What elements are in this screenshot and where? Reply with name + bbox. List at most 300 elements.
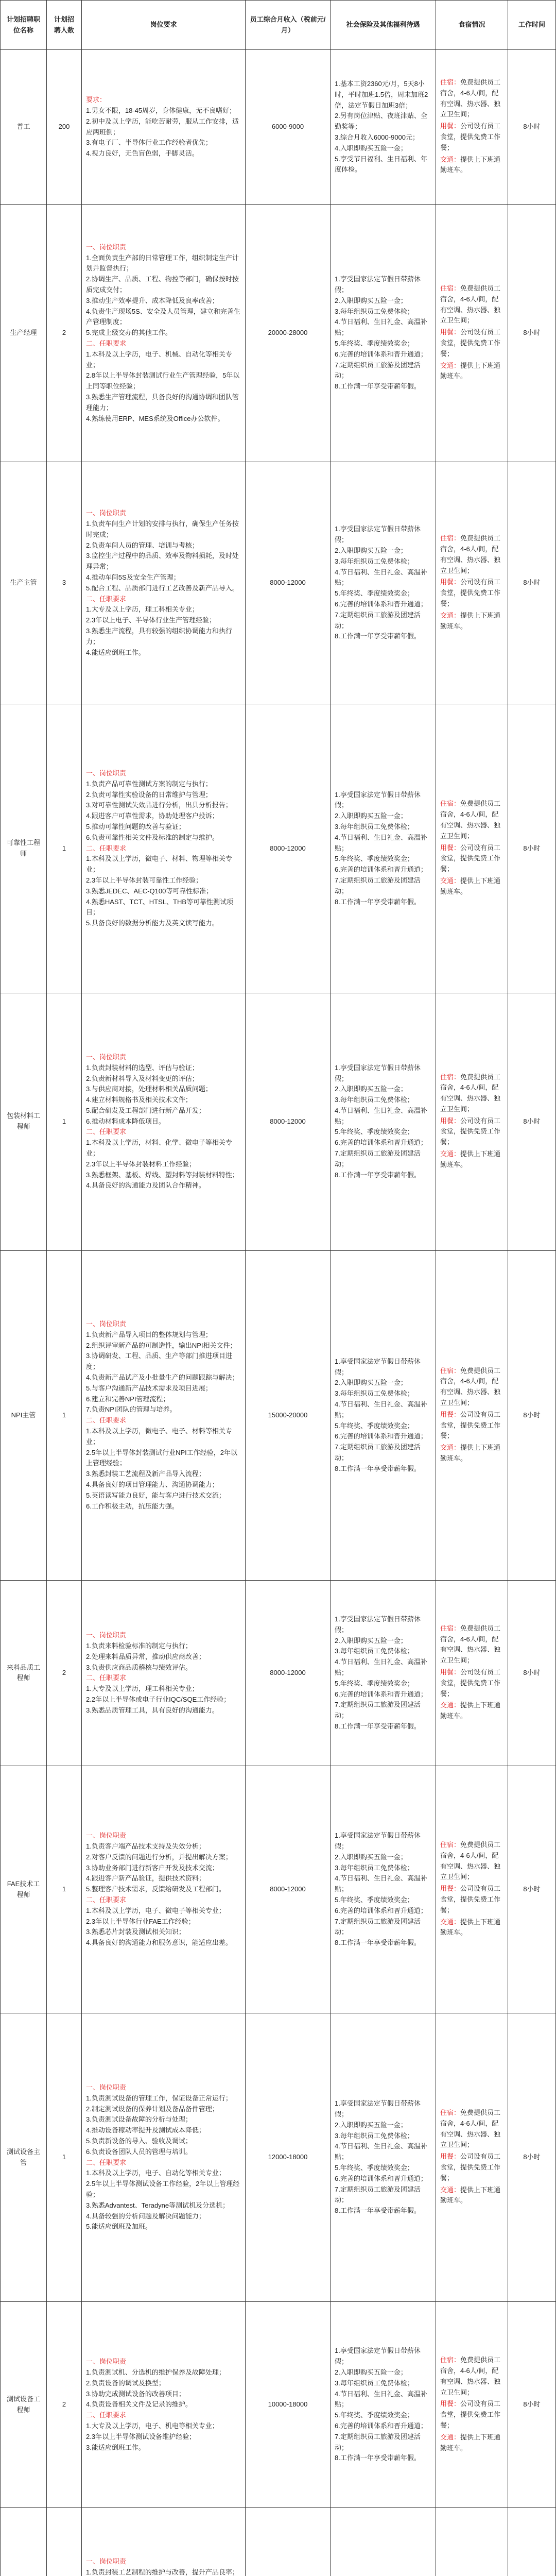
accommodation-cell [436,993,508,1250]
benefit-item: 7.定期组织员工旅游及团建活动； [335,876,421,895]
requirement-item: 6.建立和完善NPI管理流程； [86,1395,170,1403]
benefit-item: 5.享受节日福利、生日福利、年度体检。 [335,155,427,174]
benefit-item: 7.定期组织员工旅游及团建活动； [335,1443,421,1462]
requirement-item: 6.负责可靠性相关文件及标准的制定与维护。 [86,833,219,841]
accommodation-item [440,799,503,841]
table-body [1,50,556,2576]
accommodation-label: 用餐： [440,1410,461,1418]
accommodation-label: 住宿： [440,78,461,86]
work-hours-cell: 8小时 [508,993,556,1250]
benefits-cell [331,1766,436,2013]
accommodation-item [440,1443,503,1464]
benefit-item: 5.年终奖、季度绩效奖金； [335,855,414,863]
accommodation-item [440,2399,503,2431]
accommodation-text: 公司设有员工食堂，提供免费工作餐； [440,2153,501,2182]
requirement-item: 1.负责车间生产计划的安排与执行，确保生产任务按时完成； [86,520,239,538]
accommodation-label: 住宿： [440,1624,461,1632]
accommodation-item [440,1917,503,1939]
benefit-item: 3.每年组织员工免费体检； [335,1389,414,1398]
work-hours-cell: 8小时 [508,50,556,205]
requirement-item: 1.负责封装工艺制程的维护与改善，提升产品良率； [86,2568,239,2576]
requirement-item: 3.熟悉JEDEC、AEC-Q100等可靠性标准； [86,887,213,895]
requirement-item: 1.本科及以上学历，电子、自动化等相关专业； [86,2169,225,2177]
requirement-item: 4.熟悉HAST、TCT、HTSL、THB等可靠性测试项目； [86,897,234,917]
work-hours-cell: 8小时 [508,2013,556,2302]
accommodation-text: 公司设有员工食堂，提供免费工作餐； [440,578,501,607]
headcount-cell: 2 [47,1580,82,1766]
benefit-item: 5.年终奖、季度绩效奖金； [335,2164,414,2172]
salary-cell: 15000-20000 [246,1250,331,1580]
requirement-item: 6.负责设备团队人员的管理与培训。 [86,2147,192,2156]
requirement-item: 1.本科及以上学历，微电子、电子、材料等相关专业； [86,1427,232,1446]
header-accommodation: 食宿情况 [436,1,508,50]
accommodation-text: 提供上下班通勤班车。 [440,1918,501,1937]
section-title: 二、任职要求 [86,2411,127,2419]
requirement-item: 5.推动可靠性问题的改善与验证； [86,822,185,831]
accommodation-label: 住宿： [440,1366,461,1375]
requirement-item: 1.大专及以上学历，理工科相关专业； [86,605,199,614]
section-title: 一、岗位职责 [86,2358,127,2366]
accommodation-label: 用餐： [440,2400,461,2408]
accommodation-item [440,2108,503,2150]
requirement-item: 1.负责来料检验标准的制定与执行； [86,1642,192,1650]
headcount-cell: 2 [47,205,82,462]
accommodation-text: 提供上下班通勤班车。 [440,155,501,174]
requirement-item: 3.对可靠性测试失效品进行分析，出具分析报告； [86,801,232,809]
benefit-item: 2.入职即购买五险一金； [335,1379,407,1387]
accommodation-item [440,1116,503,1148]
accommodation-cell [436,1580,508,1766]
requirement-item: 3.熟悉芯片封装及测试相关知识； [86,1928,185,1936]
accommodation-text: 免费提供员工宿舍，4-6人/间，配有空调、热水器、独立卫生间； [440,1366,501,1407]
benefit-item: 6.完善的培训体系和晋升通道； [335,1906,427,1914]
accommodation-label: 住宿： [440,2356,461,2364]
requirements-cell [82,993,246,1250]
requirement-item: 2.3年以上电子、半导体行业生产管理经验； [86,616,216,624]
accommodation-text: 提供上下班通勤班车。 [440,876,501,895]
accommodation-text: 免费提供员工宿舍，4-6人/间，配有空调、热水器、独立卫生间； [440,534,501,574]
accommodation-text: 提供上下班通勤班车。 [440,2433,501,2452]
requirement-item: 1.本科及以上学历，电子、微电子等相关专业； [86,1906,225,1914]
accommodation-text: 提供上下班通勤班车。 [440,611,501,630]
requirement-item: 5.负责新设备的导入、验收及调试； [86,2137,192,2145]
benefit-item: 7.定期组织员工旅游及团建活动； [335,361,421,380]
accommodation-item [440,361,503,382]
header-row [1,1,556,50]
accommodation-label: 住宿： [440,1073,461,1081]
requirement-item: 4.负责新产品试产及小批量生产的问题跟踪与解决； [86,1374,239,1382]
position-cell: FAE技术工程师 [1,1766,47,2013]
accommodation-text: 提供上下班通勤班车。 [440,1150,501,1168]
accommodation-item [440,1667,503,1699]
accommodation-text: 免费提供员工宿舍，4-6人/间，配有空调、热水器、独立卫生间； [440,800,501,840]
requirement-item: 5.配合工程、品质部门进行工艺改善及新产品导入。 [86,584,239,592]
requirement-item: 2.5年以上半导体封装测试行业NPI工作经验，2年以上管理经验； [86,1448,237,1467]
table-header [1,1,556,50]
benefit-item: 3.每年组织员工免费体检； [335,822,414,831]
benefit-item: 3.每年组织员工免费体检； [335,557,414,565]
benefit-item: 1.享受国家法定节假日带薪休假； [335,2347,421,2366]
accommodation-item [440,1840,503,1883]
requirement-item: 1.负责测试设备的管理工作，保证设备正常运行； [86,2094,232,2102]
section-title: 一、岗位职责 [86,1832,127,1840]
requirement-item: 1.负责客户端产品技术支持及失效分析； [86,1842,205,1850]
headcount-cell: 200 [47,50,82,205]
benefit-item: 6.完善的培训体系和晋升通道； [335,1432,427,1440]
requirement-item: 3.熟悉品质管理工具，具有良好的沟通能力。 [86,1706,219,1714]
requirement-item: 2.处理来料品质异常，推动供应商改善； [86,1652,205,1660]
benefit-item: 8.工作满一年享受带薪年假。 [335,382,421,391]
position-cell [1,2508,47,2576]
section-title: 二、任职要求 [86,1674,127,1682]
header-headcount: 计划招聘人数 [47,1,82,50]
benefit-item: 4.入职即购买五险一金； [335,144,407,152]
benefit-item: 7.定期组织员工旅游及团建活动； [335,1149,421,1168]
accommodation-item [440,577,503,609]
requirement-item: 2.3年以上半导体封装材料工作经验； [86,1160,196,1168]
benefit-item: 6.完善的培训体系和晋升通道； [335,1139,427,1147]
accommodation-label: 住宿： [440,2109,461,2117]
benefit-item: 3.每年组织员工免费体检； [335,2131,414,2140]
work-hours-cell [508,2508,556,2576]
requirement-item: 4.负责生产现场5S、安全及人员管理，建立和完善生产管理制度； [86,307,240,326]
requirement-item: 3.协助完成测试设备的改善项目； [86,2389,185,2398]
section-title: 一、岗位职责 [86,1320,127,1328]
benefits-cell [331,2508,436,2576]
requirement-item: 7.负责NPI团队的管理与培养。 [86,1405,177,1414]
accommodation-label: 交通： [440,876,461,885]
requirement-item: 5.英语读写能力良好，能与客户进行技术交流； [86,1491,225,1499]
benefit-item: 1.享受国家法定节假日带薪休假； [335,1832,421,1850]
salary-cell: 10000-18000 [246,2302,331,2508]
accommodation-label: 用餐： [440,2153,461,2161]
benefit-item: 4.节日福利、生日礼金、高温补贴； [335,1874,427,1893]
accommodation-cell [436,2302,508,2508]
benefit-item: 8.工作满一年享受带薪年假。 [335,897,421,906]
benefit-item: 6.完善的培训体系和晋升通道； [335,2174,427,2182]
benefits-cell [331,2013,436,2302]
accommodation-label: 住宿： [440,800,461,808]
accommodation-cell [436,205,508,462]
accommodation-label: 交通： [440,1918,461,1926]
accommodation-item [440,1149,503,1171]
accommodation-item [440,1366,503,1409]
benefit-item: 6.完善的培训体系和晋升通道； [335,2422,427,2430]
requirement-item: 3.监控生产过程中的品质、效率及物料损耗，及时处理异常； [86,552,239,571]
requirement-item: 5.完成上级交办的其他工作。 [86,329,172,337]
benefit-item: 7.定期组织员工旅游及团建活动； [335,2185,421,2204]
requirement-item: 4.跟进客户新产品验证，提供技术资料； [86,1874,205,1883]
benefit-item: 7.定期组织员工旅游及团建活动； [335,2432,421,2451]
salary-cell [246,2508,331,2576]
section-title: 二、任职要求 [86,1128,127,1136]
requirement-item: 2.8年以上半导体封装测试行业生产管理经验，5年以上同等职位经验； [86,371,240,391]
header-benefits: 社会保险及其他福利待遇 [331,1,436,50]
benefit-item: 8.工作满一年享受带薪年假。 [335,1939,421,1947]
requirement-item: 2.5年以上半导体测试设备工作经验，2年以上管理经验； [86,2180,240,2199]
header-work-hours: 工作时间 [508,1,556,50]
section-title: 二、任职要求 [86,1416,127,1425]
benefit-item: 8.工作满一年享受带薪年假。 [335,1464,421,1472]
benefits-cell [331,205,436,462]
benefit-item: 2.入职即购买五险一金； [335,1853,407,1861]
table-row [1,1580,556,1766]
salary-cell: 8000-12000 [246,462,331,704]
accommodation-item [440,2185,503,2207]
benefit-item: 1.享受国家法定节假日带薪休假； [335,790,421,809]
position-cell: NPI主管 [1,1250,47,1580]
benefit-item: 3.每年组织员工免费体检； [335,1863,414,1872]
requirements-cell [82,2302,246,2508]
benefit-item: 6.完善的培训体系和晋升通道； [335,1690,427,1698]
accommodation-text: 公司设有员工食堂，提供免费工作餐； [440,1668,501,1698]
requirement-item: 4.能适应倒班工作。 [86,648,145,656]
salary-cell: 20000-28000 [246,205,331,462]
section-title: 要求： [86,96,107,104]
benefit-item: 8.工作满一年享受带薪年假。 [335,1171,421,1179]
accommodation-label: 交通： [440,1701,461,1709]
accommodation-item [440,1623,503,1666]
accommodation-label: 住宿： [440,534,461,543]
accommodation-cell [436,704,508,993]
work-hours-cell: 8小时 [508,205,556,462]
requirement-item: 3.熟悉Advantest、Teradyne等测试机及分选机； [86,2201,230,2209]
benefit-item: 5.年终奖、季度绩效奖金； [335,340,414,348]
requirement-item: 2.组织评审新产品的可制造性，输出NPI相关文件； [86,1341,237,1349]
accommodation-label: 住宿： [440,1840,461,1849]
accommodation-item [440,843,503,875]
requirement-item: 3.熟悉生产流程，具有较强的组织协调能力和执行力； [86,626,232,646]
benefits-cell [331,1250,436,1580]
requirement-item: 3.协调研发、工程、品质、生产等部门推进项目进度； [86,1352,232,1371]
accommodation-text: 免费提供员工宿舍，4-6人/间，配有空调、热水器、独立卫生间； [440,1073,501,1113]
benefits-cell [331,2302,436,2508]
requirement-item: 2.初中及以上学历，能吃苦耐劳，服从工作安排，适应两班倒； [86,117,239,136]
accommodation-item [440,876,503,897]
requirement-item: 3.协助业务部门进行新客户开发及技术交流； [86,1863,219,1872]
requirement-item: 4.视力良好，无色盲色弱，手脚灵活。 [86,149,199,158]
requirement-item: 5.与客户沟通新产品技术需求及项目进展； [86,1384,212,1392]
accommodation-label: 用餐： [440,1885,461,1893]
table-row [1,2013,556,2302]
requirement-item: 4.具备较强的分析问题及解决问题能力； [86,2212,205,2220]
accommodation-text: 免费提供员工宿舍，4-6人/间，配有空调、热水器、独立卫生间； [440,284,501,325]
benefit-item: 4.节日福利、生日礼金、高温补贴； [335,2389,427,2409]
accommodation-item [440,121,503,153]
requirement-item: 4.熟练使用ERP、MES系统及Office办公软件。 [86,414,224,422]
accommodation-cell [436,462,508,704]
benefit-item: 2.入职即购买五险一金； [335,296,407,304]
headcount-cell: 1 [47,1766,82,2013]
headcount-cell: 3 [47,462,82,704]
requirement-item: 6.工作积极主动，抗压能力强。 [86,1502,179,1510]
accommodation-item [440,77,503,120]
benefit-item: 3.每年组织员工免费体检； [335,307,414,315]
accommodation-text: 提供上下班通勤班车。 [440,361,501,380]
benefit-item: 8.工作满一年享受带薪年假。 [335,2207,421,2215]
accommodation-text: 提供上下班通勤班车。 [440,2185,501,2205]
salary-cell: 8000-12000 [246,1580,331,1766]
benefits-cell [331,704,436,993]
headcount-cell: 2 [47,2302,82,2508]
requirement-item: 1.大专及以上学历，理工科相关专业； [86,1685,199,1693]
benefits-cell [331,50,436,205]
table-row [1,1766,556,2013]
benefit-item: 6.完善的培训体系和晋升通道； [335,600,427,608]
benefits-cell [331,993,436,1250]
accommodation-cell [436,1766,508,2013]
accommodation-cell [436,2508,508,2576]
section-title: 一、岗位职责 [86,509,127,517]
position-cell: 生产经理 [1,205,47,462]
requirements-cell [82,704,246,993]
requirement-item: 1.负责产品可靠性测试方案的制定与执行； [86,779,212,788]
benefit-item: 5.年终奖、季度绩效奖金； [335,1895,414,1904]
accommodation-label: 用餐： [440,1116,461,1125]
benefit-item: 1.享受国家法定节假日带薪休假； [335,275,421,294]
benefit-item: 4.节日福利、生日礼金、高温补贴； [335,1658,427,1676]
section-title: 一、岗位职责 [86,1053,127,1061]
benefit-item: 1.享受国家法定节假日带薪休假； [335,1615,421,1634]
benefits-cell [331,462,436,704]
accommodation-label: 交通： [440,2433,461,2441]
salary-cell: 12000-18000 [246,2013,331,2302]
requirement-item: 3.推动生产效率提升、成本降低及良率改善； [86,296,219,304]
accommodation-text: 免费提供员工宿舍，4-6人/间，配有空调、热水器、独立卫生间； [440,2109,501,2149]
requirement-item: 2.3年以上半导体测试设备维护经验； [86,2432,196,2441]
section-title: 二、任职要求 [86,595,127,603]
requirement-item: 2.2年以上半导体或电子行业IQC/SQE工作经验； [86,1695,231,1703]
requirement-item: 5.配合研发及工程部门进行新产品开发； [86,1106,205,1114]
headcount-cell: 1 [47,1250,82,1580]
benefit-item: 4.节日福利、生日礼金、高温补贴； [335,1400,427,1419]
table-row [1,2302,556,2508]
accommodation-text: 公司设有员工食堂，提供免费工作餐； [440,122,501,151]
benefit-item: 4.节日福利、生日礼金、高温补贴； [335,833,427,852]
requirement-item: 2.负责设备的调试及换型； [86,2379,165,2387]
requirement-item: 4.具备良好的沟通能力和服务意识，能适应出差。 [86,1939,232,1947]
requirements-cell [82,205,246,462]
accommodation-text: 免费提供员工宿舍，4-6人/间，配有空调、热水器、独立卫生间； [440,1840,501,1881]
benefit-item: 4.节日福利、生日礼金、高温补贴； [335,2142,427,2161]
accommodation-text: 免费提供员工宿舍，4-6人/间，配有空调、热水器、独立卫生间； [440,2356,501,2396]
requirement-item: 3.熟悉封装工艺流程及新产品导入流程； [86,1470,205,1478]
benefit-item: 2.入职即购买五险一金； [335,2121,407,2129]
benefit-item: 3.综合月收入6000-9000元； [335,133,420,141]
benefit-item: 7.定期组织员工旅游及团建活动； [335,611,421,630]
position-cell: 生产主管 [1,462,47,704]
position-cell: 可靠性工程师 [1,704,47,993]
accommodation-text: 提供上下班通勤班车。 [440,1444,501,1463]
benefit-item: 7.定期组织员工旅游及团建活动； [335,1917,421,1936]
requirement-item: 3.熟悉框架、基板、焊线、塑封料等封装材料特性； [86,1171,239,1179]
salary-cell: 8000-12000 [246,993,331,1250]
header-requirements: 岗位要求 [82,1,246,50]
benefit-item: 2.入职即购买五险一金； [335,812,407,820]
benefit-item: 8.工作满一年享受带薪年假。 [335,2454,421,2462]
requirement-item: 5.整理客户技术需求，反馈给研发及工程部门。 [86,1885,225,1893]
benefit-item: 1.享受国家法定节假日带薪休假； [335,1063,421,1082]
benefits-cell [331,1580,436,1766]
accommodation-item [440,327,503,359]
requirement-item: 3.与供应商对接，处理材料相关品质问题； [86,1085,212,1093]
position-cell: 测试设备主管 [1,2013,47,2302]
accommodation-text: 公司设有员工食堂，提供免费工作餐； [440,1116,501,1146]
accommodation-text: 公司设有员工食堂，提供免费工作餐； [440,2400,501,2429]
accommodation-item [440,533,503,576]
accommodation-item [440,1072,503,1115]
benefit-item: 8.工作满一年享受带薪年假。 [335,1722,421,1730]
benefit-item: 3.每年组织员工免费体检； [335,1096,414,1104]
accommodation-label: 用餐： [440,328,461,336]
requirement-item: 2.3年以上半导体行业FAE工作经验； [86,1917,195,1925]
work-hours-cell: 8小时 [508,1766,556,2013]
requirement-item: 1.全面负责生产部的日常管理工作，组织制定生产计划并监督执行； [86,253,239,273]
section-title: 一、岗位职责 [86,769,127,777]
accommodation-item [440,155,503,176]
requirement-item: 6.推动材料成本降低项目。 [86,1117,165,1125]
requirement-item: 2.负责可靠性实验设备的日常维护与管理； [86,790,212,799]
accommodation-label: 交通： [440,611,461,619]
section-title: 一、岗位职责 [86,2557,127,2565]
accommodation-label: 用餐： [440,1668,461,1676]
accommodation-cell [436,50,508,205]
requirement-item: 4.具备良好的项目管理能力、沟通协调能力； [86,1481,219,1489]
requirement-item: 5.具备良好的数据分析能力及英文读写能力。 [86,919,219,927]
requirements-cell [82,462,246,704]
accommodation-label: 用餐： [440,843,461,852]
requirement-item: 3.负责测试设备故障的分析与处理； [86,2115,192,2124]
accommodation-item [440,1884,503,1916]
requirement-item: 4.推动设备稼动率提升及测试成本降低； [86,2126,205,2134]
benefit-item: 5.年终奖、季度绩效奖金； [335,589,414,598]
work-hours-cell: 8小时 [508,1580,556,1766]
table-row [1,2508,556,2576]
section-title: 二、任职要求 [86,1895,127,1904]
requirements-cell [82,2013,246,2302]
accommodation-label: 用餐： [440,122,461,130]
accommodation-item [440,1700,503,1722]
benefit-item: 7.定期组织员工旅游及团建活动； [335,1701,421,1720]
headcount-cell: 1 [47,704,82,993]
accommodation-label: 交通： [440,1444,461,1452]
salary-cell: 8000-12000 [246,704,331,993]
headcount-cell: 1 [47,993,82,1250]
benefit-item: 1.享受国家法定节假日带薪休假； [335,1357,421,1376]
benefit-item: 6.完善的培训体系和晋升通道； [335,350,427,358]
accommodation-label: 交通： [440,155,461,163]
accommodation-label: 交通： [440,1150,461,1158]
requirement-item: 1.大专及以上学历，电子、机电等相关专业； [86,2422,219,2430]
position-cell: 普工 [1,50,47,205]
benefit-item: 6.完善的培训体系和晋升通道； [335,866,427,874]
accommodation-text: 公司设有员工食堂，提供免费工作餐； [440,1410,501,1440]
table-row [1,1250,556,1580]
position-cell: 包装材料工程师 [1,993,47,1250]
benefit-item: 2.入职即购买五险一金； [335,1085,407,1093]
requirements-cell [82,2508,246,2576]
benefit-item: 4.节日福利、生日礼金、高温补贴； [335,568,427,587]
benefit-item: 3.每年组织员工免费体检； [335,1647,414,1655]
benefit-item: 2.另有岗位津贴、夜班津贴、全勤奖等； [335,112,427,131]
header-position: 计划招聘职位名称 [1,1,47,50]
benefit-item: 4.节日福利、生日礼金、高温补贴； [335,318,427,337]
table-row [1,50,556,205]
requirement-item: 1.负责封装材料的选型、评估与验证； [86,1063,199,1072]
accommodation-item [440,2355,503,2398]
requirement-item: 2.负责新材料导入及材料变更的评估； [86,1074,199,1082]
requirement-item: 3.有电子厂、半导体行业工作经验者优先； [86,139,212,147]
